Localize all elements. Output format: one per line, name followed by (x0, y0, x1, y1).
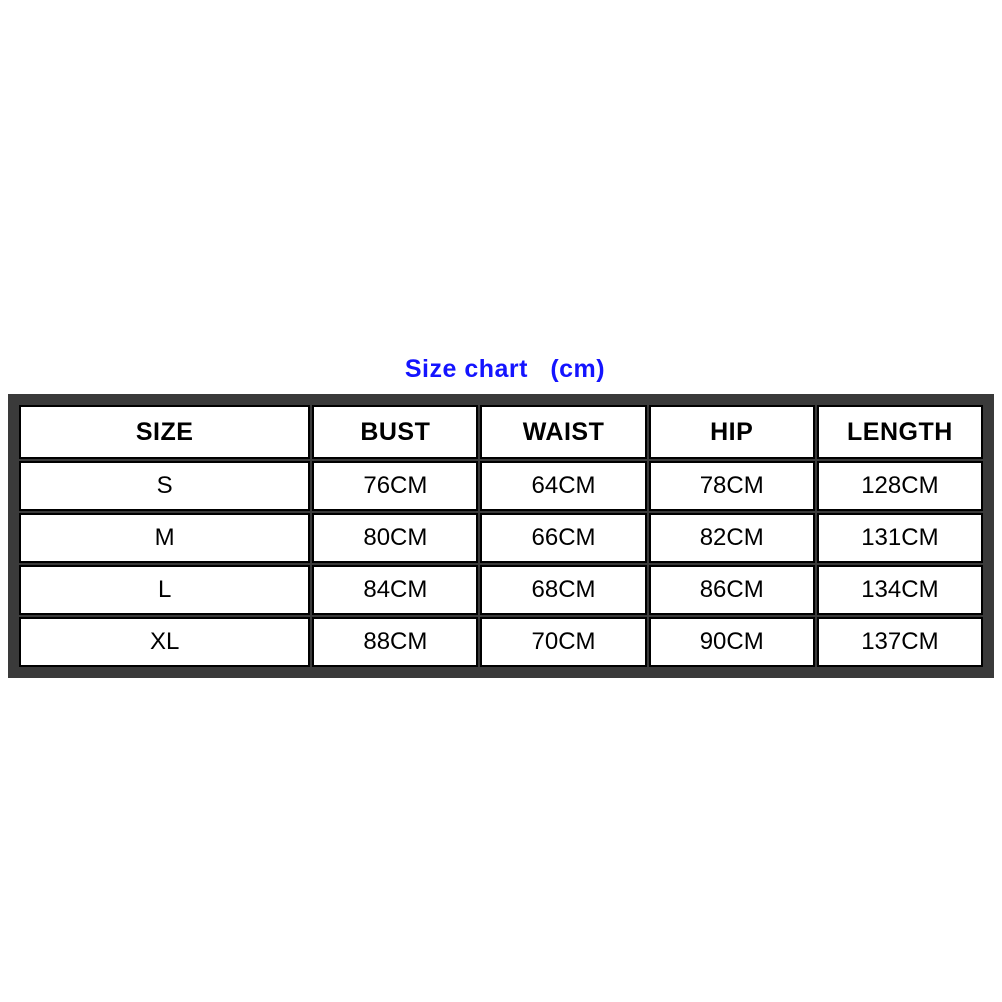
column-header-size: SIZE (19, 405, 310, 459)
cell-bust: 84CM (312, 565, 478, 615)
cell-waist: 68CM (480, 565, 646, 615)
table-row (19, 513, 983, 563)
cell-length: 131CM (817, 513, 983, 563)
table-header-row (19, 405, 983, 459)
table-row (19, 461, 983, 511)
column-header-bust: BUST (312, 405, 478, 459)
chart-title: Size chart (cm) (404, 355, 606, 383)
column-header-waist: WAIST (480, 405, 646, 459)
cell-waist: 66CM (480, 513, 646, 563)
cell-size: M (19, 513, 310, 563)
table-frame (8, 394, 994, 678)
cell-hip: 86CM (649, 565, 815, 615)
cell-length: 137CM (817, 617, 983, 667)
cell-length: 134CM (817, 565, 983, 615)
column-header-hip: HIP (649, 405, 815, 459)
size-chart-block (0, 355, 1002, 678)
column-header-length: LENGTH (817, 405, 983, 459)
cell-size: XL (19, 617, 310, 667)
table-row (19, 617, 983, 667)
cell-bust: 80CM (312, 513, 478, 563)
cell-bust: 88CM (312, 617, 478, 667)
table-row (19, 565, 983, 615)
cell-hip: 82CM (649, 513, 815, 563)
cell-bust: 76CM (312, 461, 478, 511)
cell-waist: 70CM (480, 617, 646, 667)
cell-hip: 90CM (649, 617, 815, 667)
cell-size: S (19, 461, 310, 511)
cell-size: L (19, 565, 310, 615)
cell-hip: 78CM (649, 461, 815, 511)
size-chart-table (17, 403, 985, 669)
cell-waist: 64CM (480, 461, 646, 511)
cell-length: 128CM (817, 461, 983, 511)
